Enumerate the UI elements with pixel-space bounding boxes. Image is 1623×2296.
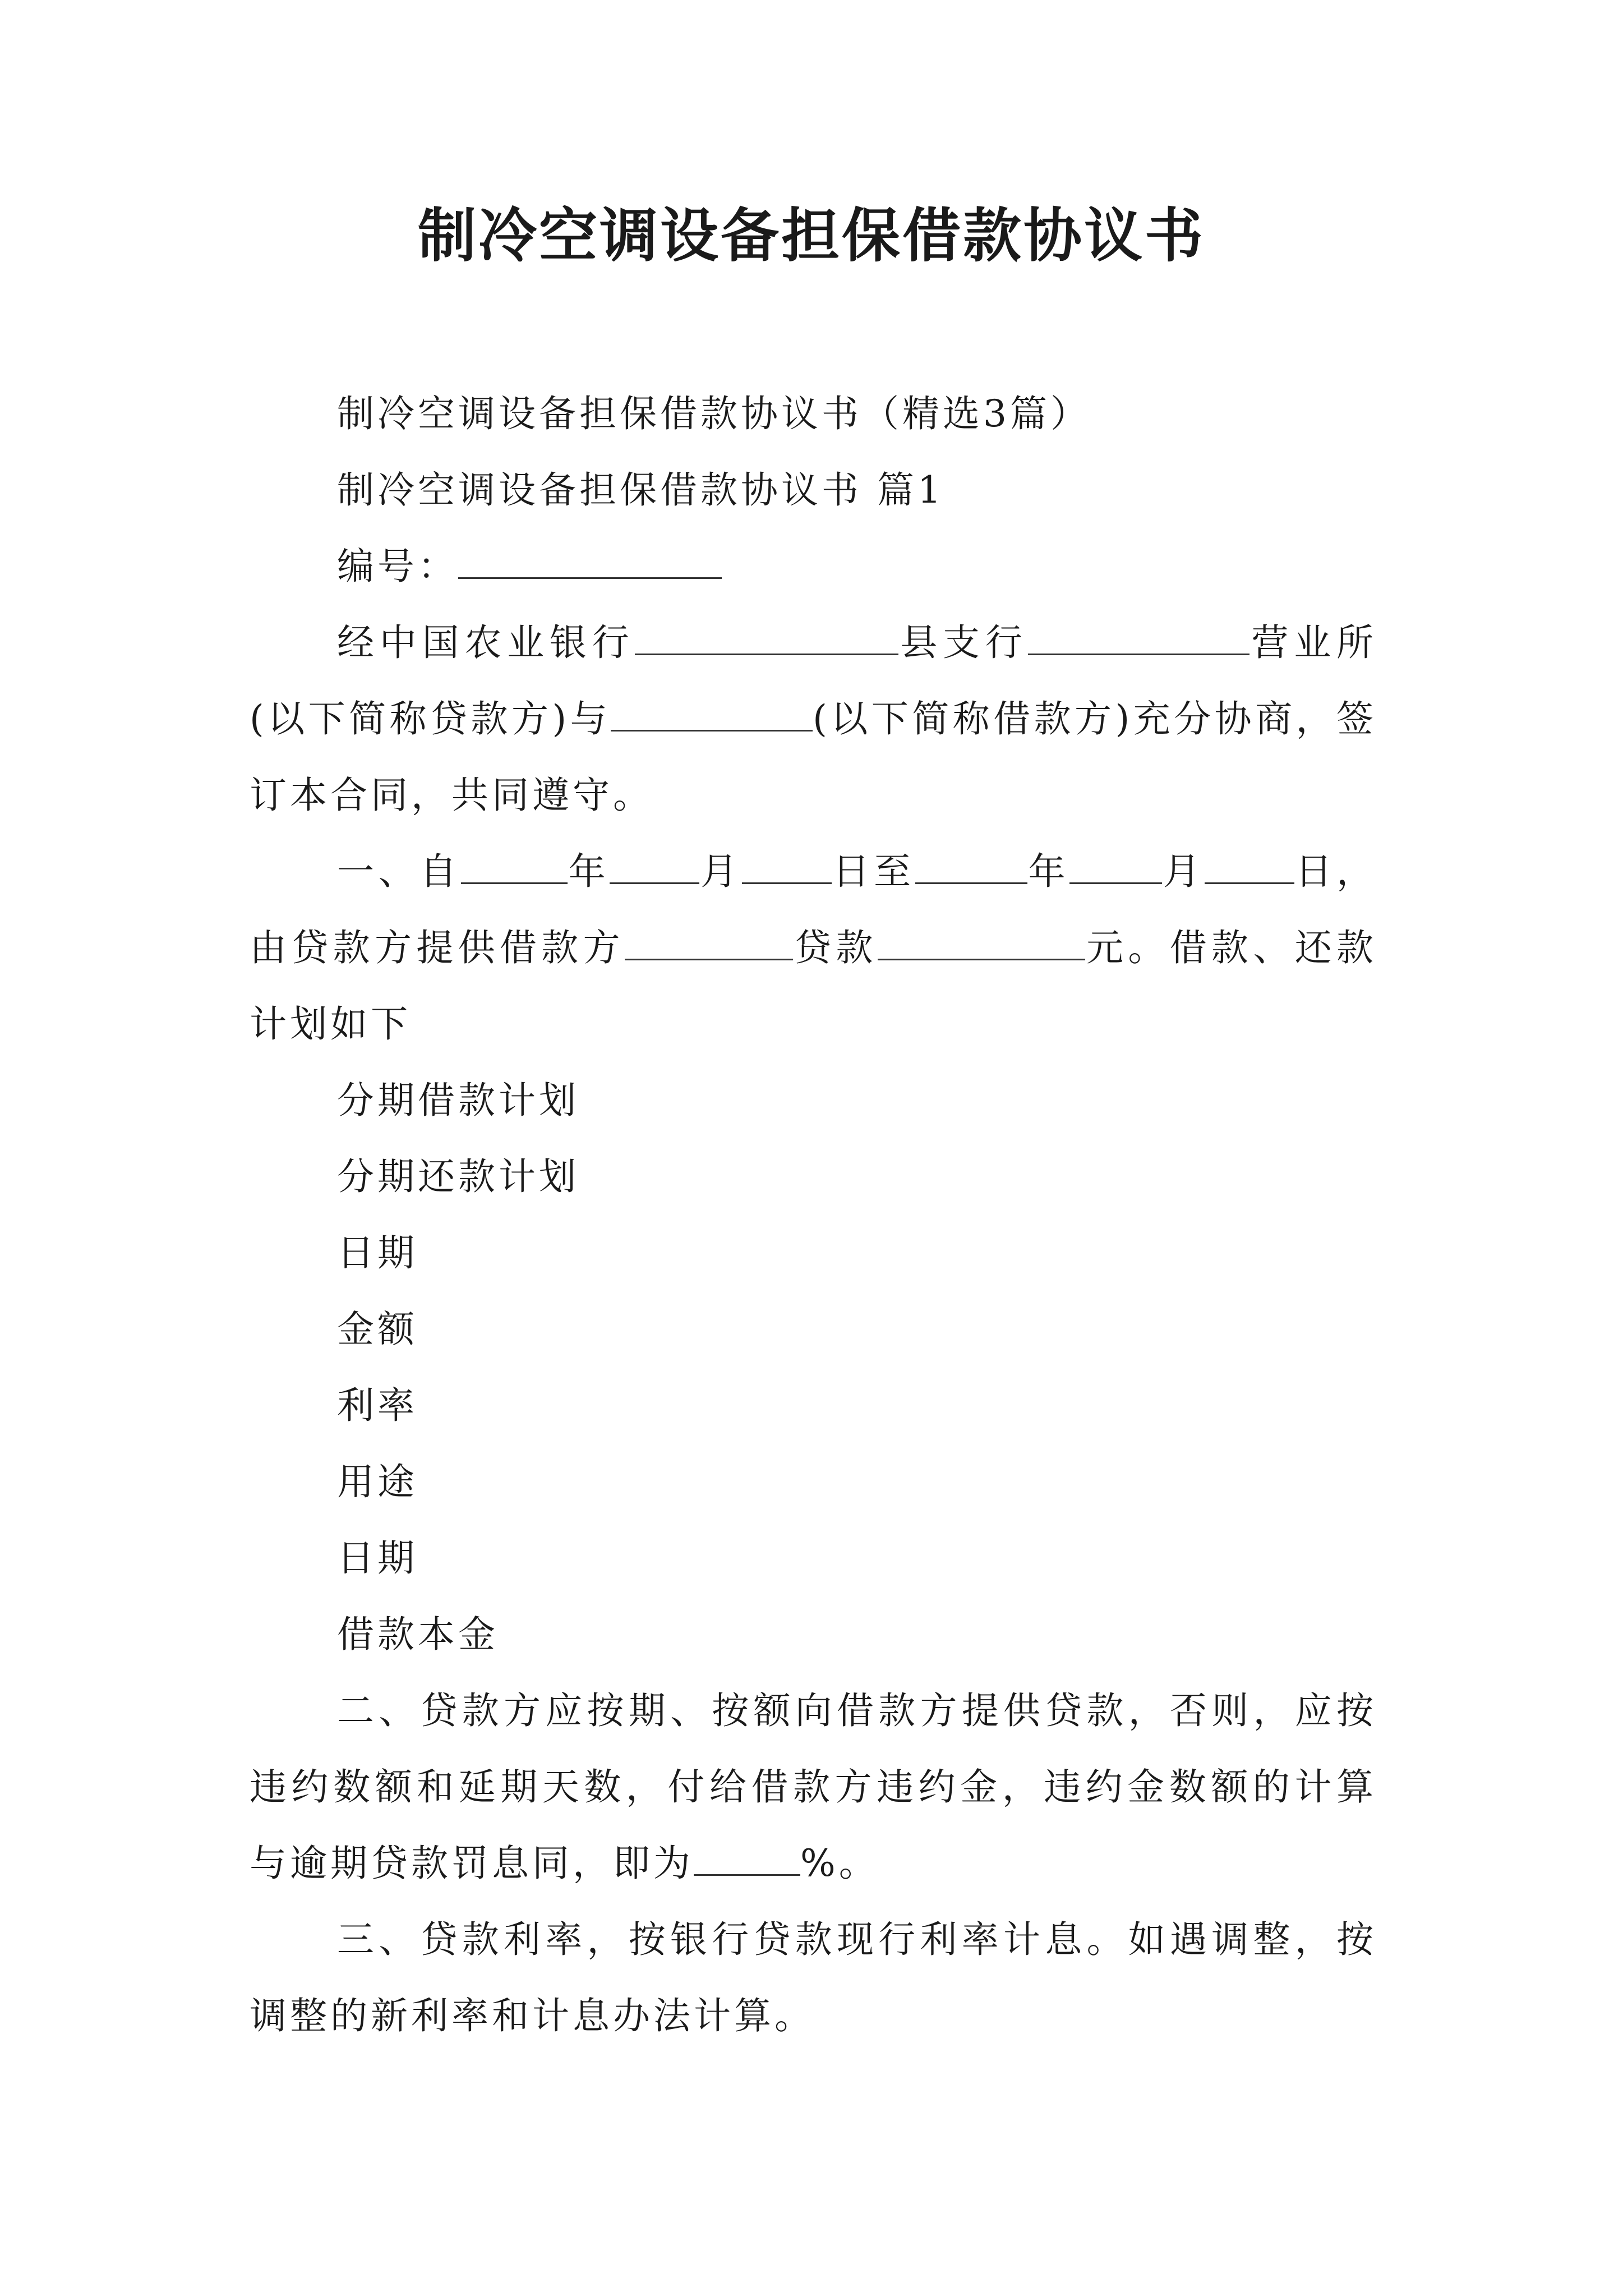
paragraph-penalty bbox=[250, 1673, 1377, 1902]
loan-amount-blank bbox=[878, 924, 1085, 960]
para3-text-1: 二、贷款方应按期、按额向借款方提供贷款，否则，应按违约数额和延期天数，付给借款方违约金，违约金数额的计算与逾期贷款罚息同，即为 bbox=[250, 1689, 1377, 1885]
plan-item: 日期 bbox=[337, 1231, 418, 1274]
paragraph-loan-term bbox=[250, 834, 1377, 1062]
para1-text-2: 县支行 bbox=[898, 621, 1028, 664]
para1-text-4: (以下简称借款方)充分协商，签订本合同，共同遵守。 bbox=[250, 697, 1377, 817]
para2-text-8: 贷款 bbox=[792, 926, 878, 969]
end-year-blank bbox=[915, 848, 1027, 884]
end-month-blank bbox=[1069, 848, 1162, 884]
subtitle: 制冷空调设备担保借款协议书（精选3篇） bbox=[337, 392, 1091, 435]
document-body bbox=[250, 376, 1377, 2054]
plan-item: 用途 bbox=[337, 1460, 418, 1503]
para2-text-1: 一、自 bbox=[337, 850, 462, 893]
para2-text-6: 月 bbox=[1162, 850, 1205, 893]
para2-text-5: 年 bbox=[1027, 850, 1070, 893]
plan-item: 分期还款计划 bbox=[337, 1155, 579, 1198]
start-month-blank bbox=[610, 848, 699, 884]
plan-item: 分期借款计划 bbox=[337, 1079, 579, 1122]
loan-type-blank bbox=[625, 924, 793, 960]
para1-text-1: 经中国农业银行 bbox=[337, 621, 635, 664]
document-title: 制冷空调设备担保借款协议书 bbox=[417, 201, 1205, 270]
para2-text-7: 日，由贷款方提供借款方 bbox=[250, 850, 1377, 969]
penalty-rate-blank bbox=[694, 1839, 800, 1876]
start-day-blank bbox=[742, 848, 832, 884]
para1-text-3: 营业所(以下简称贷款方)与 bbox=[250, 621, 1377, 740]
number-line bbox=[250, 528, 1377, 605]
end-day-blank bbox=[1205, 848, 1294, 884]
para2-text-4: 日至 bbox=[831, 850, 915, 893]
para2-text-9: 元。借款、还款计划如下 bbox=[250, 926, 1377, 1046]
plan-item: 利率 bbox=[337, 1384, 418, 1427]
para3-text-2: %。 bbox=[800, 1842, 879, 1885]
plan-item: 日期 bbox=[337, 1536, 418, 1580]
plan-item: 金额 bbox=[337, 1308, 418, 1351]
para2-text-3: 月 bbox=[699, 850, 742, 893]
section-heading: 制冷空调设备担保借款协议书 篇1 bbox=[337, 468, 944, 512]
bank-blank bbox=[635, 619, 898, 655]
paragraph-interest: 三、贷款利率，按银行贷款现行利率计息。如遇调整，按调整的新利率和计息办法计算。 bbox=[250, 1918, 1377, 2037]
borrower-blank bbox=[611, 695, 813, 731]
number-label: 编号： bbox=[337, 545, 458, 588]
number-blank bbox=[458, 542, 722, 579]
para2-text-2: 年 bbox=[568, 850, 610, 893]
branch-blank bbox=[1028, 619, 1249, 655]
start-year-blank bbox=[461, 848, 568, 884]
plan-item: 借款本金 bbox=[337, 1613, 499, 1656]
paragraph-parties bbox=[250, 605, 1377, 834]
